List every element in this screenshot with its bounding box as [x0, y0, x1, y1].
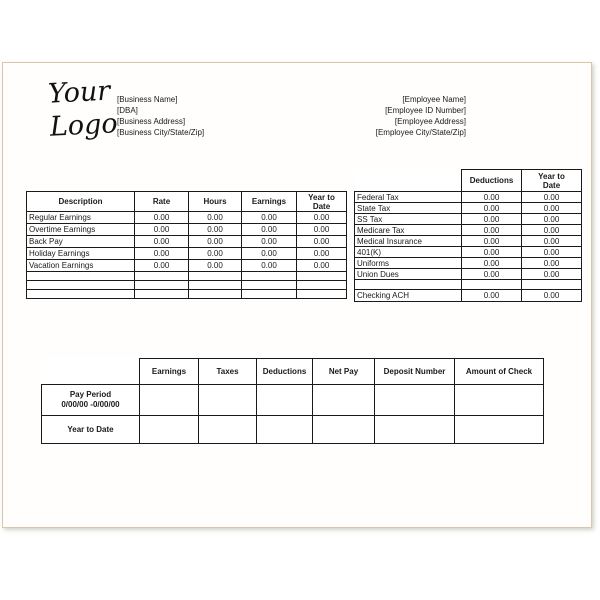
- empty-cell: [522, 280, 582, 290]
- summary-value-cell: [455, 416, 544, 444]
- deduction-amount-cell: 0.00: [462, 236, 522, 247]
- summary-header-spacer: [42, 359, 140, 385]
- earnings-rate-cell: 0.00: [135, 224, 189, 236]
- summary-header-taxes: Taxes: [199, 359, 257, 385]
- summary-value-cell: [257, 385, 313, 416]
- earnings-row-label: Regular Earnings: [27, 212, 135, 224]
- summary-value-cell: [140, 416, 199, 444]
- employee-city-state-zip: [Employee City/State/Zip]: [375, 128, 466, 137]
- year-to-date-label: [42, 416, 140, 444]
- empty-row: [27, 281, 347, 290]
- earnings-earnings-cell: 0.00: [242, 212, 297, 224]
- table-row: [355, 236, 582, 247]
- earnings-earnings-cell: 0.00: [242, 236, 297, 248]
- deductions-header-ytd: [522, 170, 582, 192]
- table-row: [27, 212, 347, 224]
- empty-cell: [27, 272, 135, 281]
- table-row: [27, 224, 347, 236]
- deduction-ytd-cell: 0.00: [522, 192, 582, 203]
- earnings-header-description: Description: [27, 192, 135, 212]
- earnings-rate-cell: 0.00: [135, 260, 189, 272]
- deduction-amount-cell: 0.00: [462, 214, 522, 225]
- earnings-ytd-cell: 0.00: [297, 248, 347, 260]
- summary-header-amount-of-check: Amount of Check: [455, 359, 544, 385]
- earnings-hours-cell: 0.00: [189, 224, 242, 236]
- summary-value-cell: [199, 416, 257, 444]
- summary-header-earnings: Earnings: [140, 359, 199, 385]
- deduction-amount-cell: 0.00: [462, 225, 522, 236]
- empty-cell: [135, 281, 189, 290]
- summary-header-deposit-number: Deposit Number: [375, 359, 455, 385]
- empty-cell: [27, 281, 135, 290]
- company-logo: [47, 74, 118, 143]
- deductions-header-row: [355, 170, 582, 192]
- table-row: [355, 247, 582, 258]
- summary-value-cell: [375, 416, 455, 444]
- deductions-header-deductions: Deductions: [462, 170, 522, 192]
- pay-period-label-line1: Pay Period: [69, 390, 112, 399]
- empty-cell: [189, 272, 242, 281]
- table-row: [355, 225, 582, 236]
- empty-cell: [242, 281, 297, 290]
- deduction-ytd-cell: 0.00: [522, 236, 582, 247]
- empty-cell: [242, 290, 297, 299]
- empty-cell: [135, 290, 189, 299]
- earnings-hours-cell: 0.00: [189, 248, 242, 260]
- summary-value-cell: [313, 416, 375, 444]
- deduction-row-label: Medical Insurance: [355, 236, 462, 247]
- deduction-ytd-cell: 0.00: [522, 290, 582, 302]
- empty-cell: [462, 280, 522, 290]
- earnings-header-earnings: Earnings: [242, 192, 297, 212]
- earnings-row-label: Overtime Earnings: [27, 224, 135, 236]
- checking-ach-row: [355, 290, 582, 302]
- earnings-ytd-cell: 0.00: [297, 224, 347, 236]
- table-row: [355, 203, 582, 214]
- empty-cell: [189, 281, 242, 290]
- empty-row: [27, 272, 347, 281]
- deduction-row-label: Medicare Tax: [355, 225, 462, 236]
- table-row: [355, 269, 582, 280]
- pay-period-label: [42, 385, 140, 416]
- deduction-row-label: Federal Tax: [355, 192, 462, 203]
- employee-name: [Employee Name]: [402, 95, 466, 104]
- deduction-row-label: Uniforms: [355, 258, 462, 269]
- deductions-header-spacer: [355, 170, 462, 192]
- deduction-amount-cell: 0.00: [462, 203, 522, 214]
- summary-header-net-pay: Net Pay: [313, 359, 375, 385]
- earnings-header-ytd-label: Year to Date: [308, 192, 335, 211]
- summary-value-cell: [140, 385, 199, 416]
- earnings-rate-cell: 0.00: [135, 248, 189, 260]
- deduction-ytd-cell: 0.00: [522, 214, 582, 225]
- paystub-page: [2, 62, 592, 528]
- business-name: [Business Name]: [117, 95, 178, 104]
- empty-cell: [297, 272, 347, 281]
- deduction-amount-cell: 0.00: [462, 192, 522, 203]
- summary-value-cell: [375, 385, 455, 416]
- table-row: [355, 258, 582, 269]
- deduction-row-label: State Tax: [355, 203, 462, 214]
- empty-cell: [297, 290, 347, 299]
- deduction-amount-cell: 0.00: [462, 269, 522, 280]
- earnings-earnings-cell: 0.00: [242, 248, 297, 260]
- table-row: [27, 236, 347, 248]
- year-to-date-label-line1: Year to Date: [67, 424, 114, 434]
- empty-cell: [242, 272, 297, 281]
- deduction-ytd-cell: 0.00: [522, 247, 582, 258]
- deduction-ytd-cell: 0.00: [522, 225, 582, 236]
- pay-period-dates: 0/00/00 -0/00/00: [61, 400, 120, 409]
- deductions-header-ytd-label: Year to Date: [538, 171, 565, 190]
- earnings-row-label: Vacation Earnings: [27, 260, 135, 272]
- summary-table: [41, 358, 544, 444]
- deduction-row-label: 401(K): [355, 247, 462, 258]
- business-address: [Business Address]: [117, 117, 186, 126]
- table-row: [27, 248, 347, 260]
- earnings-earnings-cell: 0.00: [242, 224, 297, 236]
- deduction-ytd-cell: 0.00: [522, 258, 582, 269]
- table-row: [27, 260, 347, 272]
- summary-header-deductions: Deductions: [257, 359, 313, 385]
- earnings-earnings-cell: 0.00: [242, 260, 297, 272]
- empty-row: [355, 280, 582, 290]
- employee-id: [Employee ID Number]: [385, 106, 466, 115]
- deduction-amount-cell: 0.00: [462, 258, 522, 269]
- deduction-amount-cell: 0.00: [462, 247, 522, 258]
- summary-header-row: [42, 359, 544, 385]
- deduction-row-label: Union Dues: [355, 269, 462, 280]
- table-row: [355, 214, 582, 225]
- earnings-rate-cell: 0.00: [135, 236, 189, 248]
- summary-value-cell: [455, 385, 544, 416]
- earnings-ytd-cell: 0.00: [297, 260, 347, 272]
- summary-value-cell: [313, 385, 375, 416]
- earnings-header-rate: Rate: [135, 192, 189, 212]
- earnings-ytd-cell: 0.00: [297, 212, 347, 224]
- earnings-hours-cell: 0.00: [189, 236, 242, 248]
- earnings-header-hours: Hours: [189, 192, 242, 212]
- empty-cell: [355, 280, 462, 290]
- empty-cell: [189, 290, 242, 299]
- earnings-row-label: Back Pay: [27, 236, 135, 248]
- employee-address: [Employee Address]: [394, 117, 466, 126]
- summary-value-cell: [257, 416, 313, 444]
- deduction-row-label: SS Tax: [355, 214, 462, 225]
- earnings-hours-cell: 0.00: [189, 212, 242, 224]
- earnings-table: [26, 191, 347, 299]
- earnings-rate-cell: 0.00: [135, 212, 189, 224]
- empty-row: [27, 290, 347, 299]
- employee-info-block: [376, 94, 466, 138]
- deduction-ytd-cell: 0.00: [522, 203, 582, 214]
- empty-cell: [297, 281, 347, 290]
- year-to-date-row: [42, 416, 544, 444]
- business-dba: [DBA]: [117, 106, 138, 115]
- deduction-amount-cell: 0.00: [462, 290, 522, 302]
- earnings-ytd-cell: 0.00: [297, 236, 347, 248]
- logo-line-1: Your: [47, 75, 111, 110]
- earnings-row-label: Holiday Earnings: [27, 248, 135, 260]
- earnings-header-ytd: [297, 192, 347, 212]
- business-city-state-zip: [Business City/State/Zip]: [117, 128, 205, 137]
- deduction-row-label: Checking ACH: [355, 290, 462, 302]
- earnings-hours-cell: 0.00: [189, 260, 242, 272]
- deduction-ytd-cell: 0.00: [522, 269, 582, 280]
- table-row: [355, 192, 582, 203]
- summary-value-cell: [199, 385, 257, 416]
- business-info-block: [117, 94, 204, 138]
- earnings-header-row: [27, 192, 347, 212]
- empty-cell: [27, 290, 135, 299]
- pay-period-row: [42, 385, 544, 416]
- logo-line-2: Logo: [49, 108, 119, 143]
- empty-cell: [135, 272, 189, 281]
- deductions-table: [354, 169, 582, 302]
